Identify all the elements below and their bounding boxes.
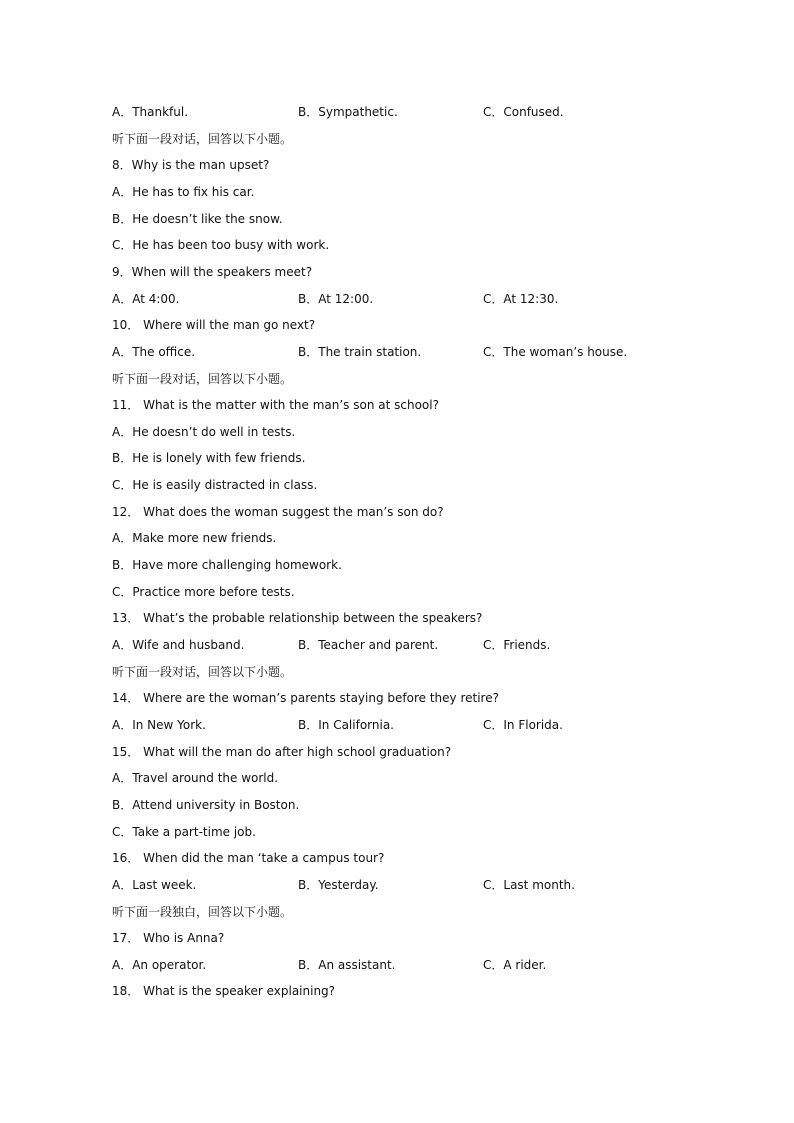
answer-option-c: C．Last month. [483,878,575,892]
answer-option-c: C．At 12:30. [483,292,559,306]
answer-option-a: A．The office. [112,345,196,359]
section-instruction: 听下面一段独白，回答以下小题。 [112,905,293,919]
answer-option-a: A．In New York. [112,718,206,732]
answer-option: B．Have more challenging homework. [112,558,342,572]
section-instruction: 听下面一段对话，回答以下小题。 [112,372,293,386]
question-text: 18． What is the speaker explaining? [112,984,336,998]
answer-option-a: A．Wife and husband. [112,638,245,652]
answer-option: A．He has to fix his car. [112,185,255,199]
answer-option: C．He is easily distracted in class. [112,478,318,492]
answer-option-b: B．Teacher and parent. [298,638,439,652]
answer-option-b: B．Sympathetic. [298,105,398,119]
answer-option-c: C．The woman’s house. [483,345,628,359]
question-text: 16． When did the man ‘take a campus tour? [112,851,385,865]
question-text: 15． What will the man do after high school graduation? [112,745,452,759]
question-text: 17． Who is Anna? [112,931,225,945]
answer-option-a: A．An operator. [112,958,207,972]
answer-option-a: A．Thankful. [112,105,189,119]
answer-option: A．He doesn’t do well in tests. [112,425,296,439]
answer-option: C．He has been too busy with work. [112,238,330,252]
answer-option-c: C．A rider. [483,958,547,972]
question-text: 10． Where will the man go next? [112,318,316,332]
answer-option: B．He doesn’t like the snow. [112,212,283,226]
answer-option: A．Make more new friends. [112,531,277,545]
answer-option: C．Take a part-time job. [112,825,256,839]
answer-option-b: B．The train station. [298,345,422,359]
answer-option-b: B．In California. [298,718,394,732]
answer-option-c: C．Friends. [483,638,551,652]
answer-option: C．Practice more before tests. [112,585,295,599]
answer-option-b: B．Yesterday. [298,878,379,892]
question-text: 12． What does the woman suggest the man’s son do? [112,505,444,519]
answer-option-c: C．Confused. [483,105,564,119]
answer-option-a: A．Last week. [112,878,197,892]
question-text: 8．Why is the man upset? [112,158,270,172]
answer-option: B．Attend university in Boston. [112,798,300,812]
answer-option-b: B．An assistant. [298,958,396,972]
answer-option: B．He is lonely with few friends. [112,451,306,465]
question-text: 9．When will the speakers meet? [112,265,313,279]
question-text: 11． What is the matter with the man’s son at school? [112,398,439,412]
answer-option-b: B．At 12:00. [298,292,374,306]
answer-option-c: C．In Florida. [483,718,563,732]
answer-option-a: A．At 4:00. [112,292,180,306]
question-text: 13． What’s the probable relationship between the speakers? [112,611,483,625]
question-text: 14． Where are the woman’s parents staying before they retire? [112,691,499,705]
section-instruction: 听下面一段对话，回答以下小题。 [112,665,293,679]
answer-option: A．Travel around the world. [112,771,279,785]
section-instruction: 听下面一段对话，回答以下小题。 [112,132,293,146]
